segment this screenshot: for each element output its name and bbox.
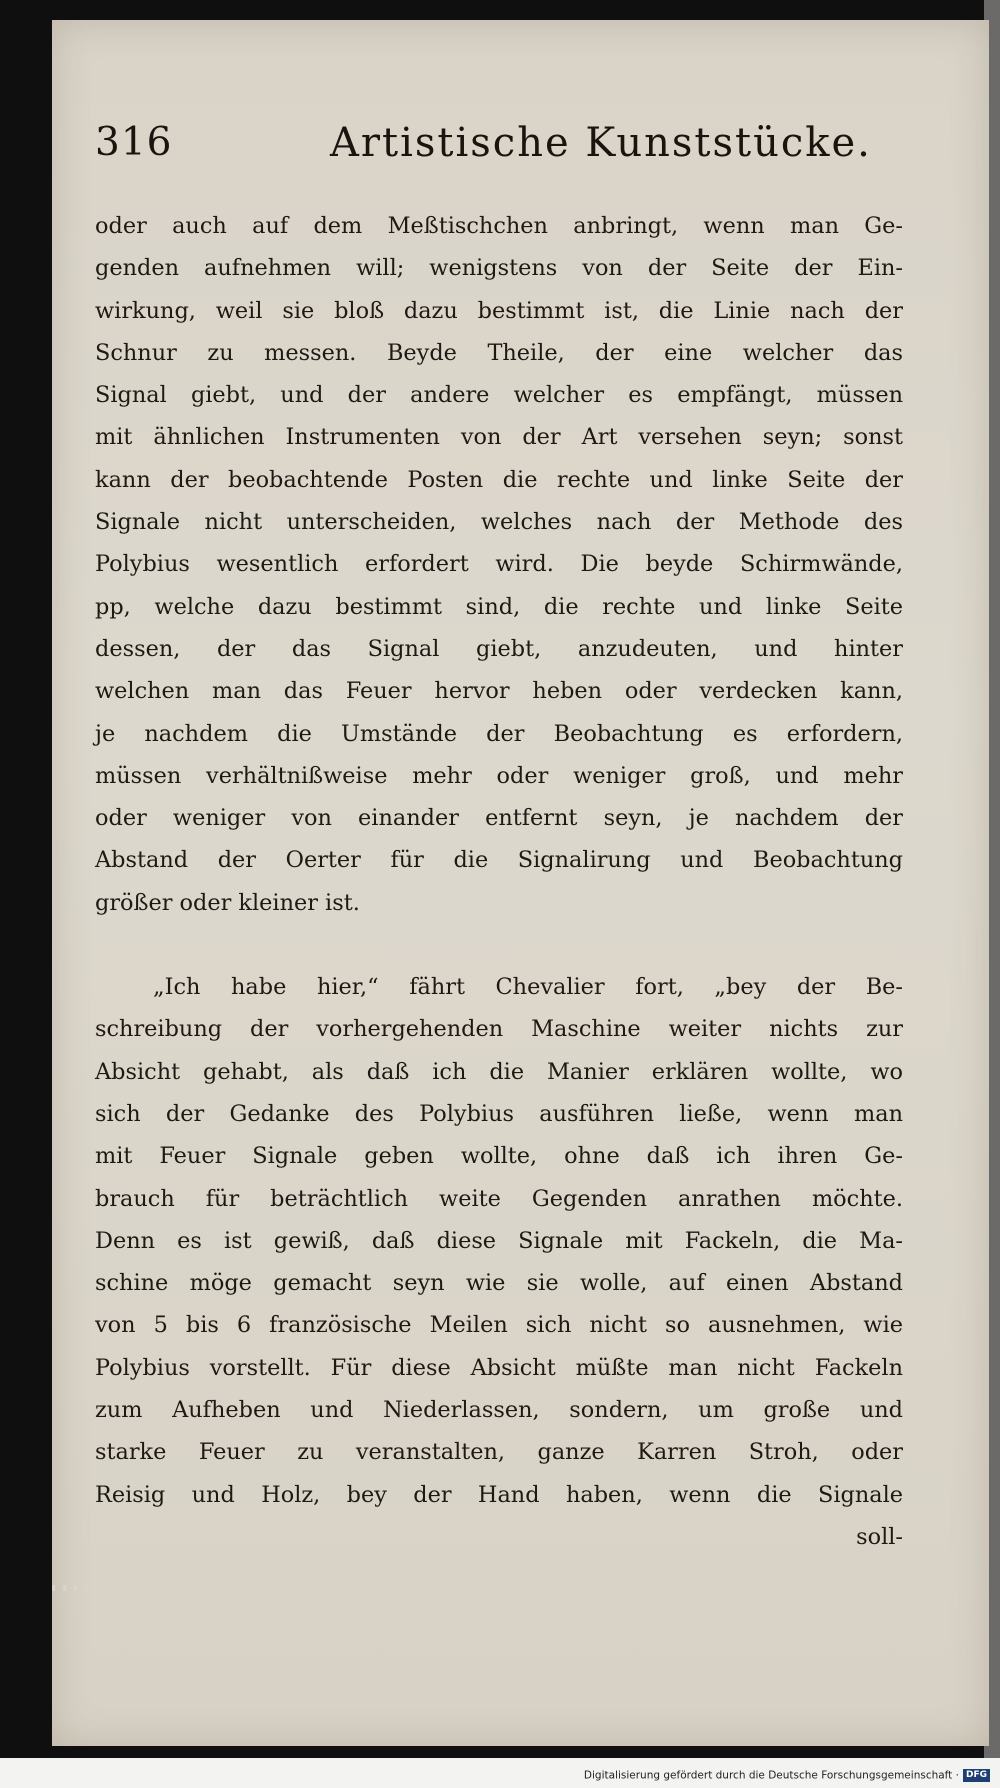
text-line: genden aufnehmen will; wenigstens von der Seite der Ein- [95, 255, 903, 282]
text-line: Signale nicht unterscheiden, welches nach der Methode des [95, 509, 903, 536]
text-line: mit Feuer Signale geben wollte, ohne daß ich ihren Ge- [95, 1143, 903, 1170]
text-line: Signal giebt, und der andere welcher es empfängt, müssen [95, 382, 903, 409]
text-line: schreibung der vorhergehenden Maschine weiter nichts zur [95, 1016, 903, 1043]
text-line: kann der beobachtende Posten die rechte und linke Seite der [95, 466, 903, 493]
text-line: sich der Gedanke des Polybius ausführen ließe, wenn man [95, 1100, 903, 1127]
text-line: wirkung, weil sie bloß dazu bestimmt ist, die Linie nach der [95, 297, 903, 324]
text-line: oder auch auf dem Meßtischchen anbringt, wenn man Ge- [95, 213, 903, 239]
text-line: mit ähnlichen Instrumenten von der Art versehen seyn; sonst [95, 424, 903, 451]
text-line: dessen, der das Signal giebt, anzudeuten, und hinter [95, 635, 903, 662]
text-line: von 5 bis 6 französische Meilen sich nicht so ausnehmen, wie [95, 1312, 903, 1339]
text-line: Reisig und Holz, bey der Hand haben, wenn die Signale [95, 1481, 903, 1508]
text-line: müssen verhältnißweise mehr oder weniger groß, und mehr [95, 762, 903, 789]
page-number: 316 [95, 120, 173, 165]
page-header [95, 120, 915, 180]
text-line: größer oder kleiner ist. [95, 889, 360, 916]
text-line: Polybius vorstellt. Für diese Absicht müßte man nicht Fackeln [95, 1354, 903, 1381]
paragraph-gap [95, 924, 903, 966]
text-line: brauch für beträchtlich weite Gegenden anrathen möchte. [95, 1185, 903, 1212]
paragraph-2 [95, 966, 903, 1516]
body-text [95, 205, 903, 1558]
text-line: zum Aufheben und Niederlassen, sondern, um große und [95, 1397, 903, 1424]
running-title: Artistische Kunststücke. [330, 120, 872, 166]
credit-text: Digitalisierung gefördert durch die Deutsche Forschungsgemeinschaft · [583, 1769, 959, 1782]
text-line: oder weniger von einander entfernt seyn, je nachdem der [95, 805, 903, 832]
text-line: welchen man das Feuer hervor heben oder verdecken kann, [95, 678, 903, 705]
text-line: Denn es ist gewiß, daß diese Signale mit Fackeln, die Ma- [95, 1227, 903, 1254]
text-line: Absicht gehabt, als daß ich die Manier erklären wollte, wo [95, 1058, 903, 1085]
text-line: starke Feuer zu veranstalten, ganze Karren Stroh, oder [95, 1439, 903, 1466]
text-line: Abstand der Oerter für die Signalirung und Beobachtung [95, 847, 903, 874]
text-line: „Ich habe hier,“ fährt Chevalier fort, „bey der Be- [153, 974, 903, 1001]
catchword: soll- [856, 1523, 903, 1550]
dfg-logo: DFG [963, 1769, 990, 1782]
text-line: je nachdem die Umstände der Beobachtung es erfordern, [95, 720, 903, 747]
text-line: pp, welche dazu bestimmt sind, die rechte und linke Seite [95, 593, 903, 620]
text-line: schine möge gemacht seyn wie sie wolle, auf einen Abstand [95, 1270, 903, 1297]
page-edge-marks [52, 1585, 98, 1591]
paragraph-1 [95, 205, 903, 924]
digitization-credit [584, 1769, 990, 1782]
text-line: Polybius wesentlich erfordert wird. Die beyde Schirmwände, [95, 551, 903, 578]
text-line: Schnur zu messen. Beyde Theile, der eine welcher das [95, 339, 903, 366]
